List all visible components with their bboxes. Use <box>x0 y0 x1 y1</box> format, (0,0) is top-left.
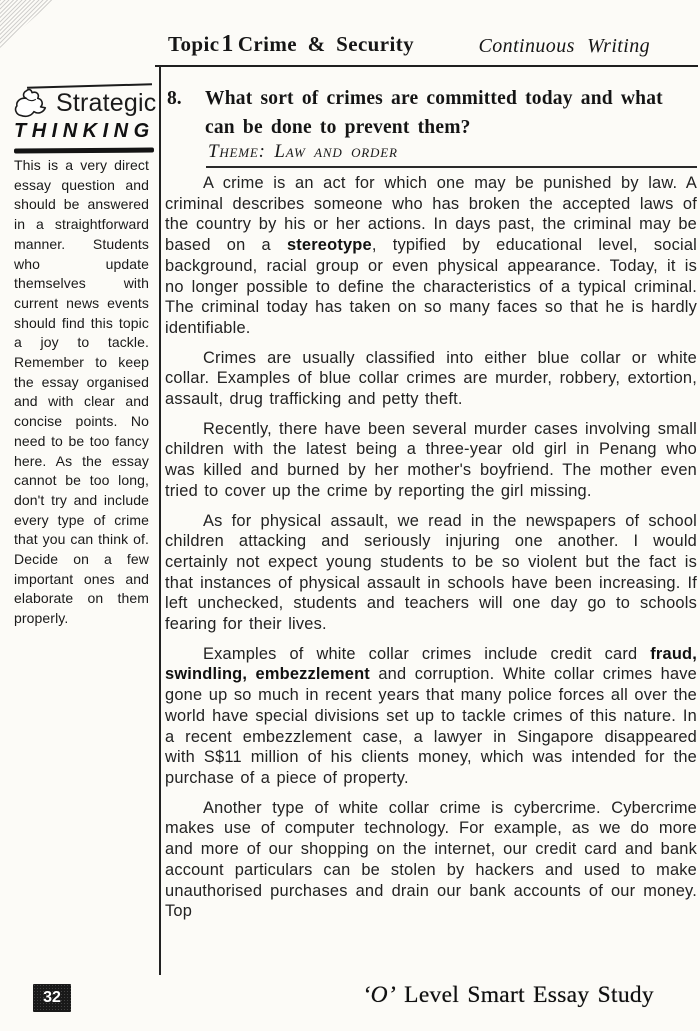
essay-paragraph: Recently, there have been several murder cases involving small children with the latest being a three-year old girl in Penang who was killed and burned by her mother's boyfriend. The mother even tried to cover up the crime by reporting the girl missing. <box>165 419 697 500</box>
theme-rule <box>206 166 697 168</box>
question-text: What sort of crimes are committed today and what can be done to prevent them? <box>205 88 663 138</box>
question-number: 8. <box>167 88 182 109</box>
topic-title: Crime & Security <box>237 32 415 56</box>
essay-question <box>167 84 695 142</box>
theme-line: Theme: Law and order <box>208 141 398 162</box>
book-title-rest: Level Smart Essay Study <box>395 982 654 1008</box>
scan-corner-artifact <box>0 0 54 48</box>
book-title-quote: ‘O’ <box>362 982 396 1008</box>
strategic-thinking-logo <box>12 78 157 158</box>
logo-word-strategic: Strategic <box>56 89 157 117</box>
topic-heading <box>168 31 414 58</box>
strategy-note: This is a very direct essay question and should be answered in a straightforward manner. Students who update themselves with current news events should find this topic a joy to tackle. Remember to keep the essay organised and with clear and concise points. No need to be too fancy here. As the essay cannot be too long, don't try and include every type of crime that you can think of. Decide on a few important ones and elaborate on them properly. <box>14 157 149 627</box>
essay-paragraph: As for physical assault, we read in the newspapers of school children attacking and seriously injuring one another. I would certainly not expect young students to be so violent but the fact is that instances of physical assault in schools have been increasing. If left unchecked, students and teachers will one day go to schools fearing for their lives. <box>165 511 697 634</box>
essay-paragraph: A crime is an act for which one may be punished by law. A criminal describes someone who has broken the accepted laws of the country by his or her actions. In days past, the criminal may be based on a stereotype, typified by educational level, social background, racial group or even physical appearance. Today, it is no longer possible to define the characteristics of a typical criminal. The criminal today has taken on so many faces so that he is hardly identifiable. <box>165 174 697 337</box>
topic-label: Topic <box>168 32 220 56</box>
section-heading: Continuous Writing <box>478 35 650 57</box>
column-divider <box>159 66 161 975</box>
logo-word-thinking: THINKING <box>14 120 155 142</box>
essay-paragraph: Another type of white collar crime is cybercrime. Cybercrime makes use of computer technology. For example, as we do more and more of our shopping on the internet, our credit card and bank account particulars can be stolen by hackers and used to make unauthorised purchases and drain our bank accounts of our money. Top <box>165 798 697 921</box>
essay-paragraph: Examples of white collar crimes include credit card fraud, swindling, embezzlement and corruption. White collar crimes have gone up so much in recent years that many police forces all over the world have special divisions set up to tackle crimes of this nature. In a recent embezzlement case, a lawyer in Singapore disappeared with S$11 million of his clients money, which was intended for the purchase of a piece of property. <box>165 644 697 787</box>
logo-underline <box>14 148 154 154</box>
essay-body <box>165 173 697 931</box>
essay-paragraph: Crimes are usually classified into either blue collar or white collar. Examples of blue collar crimes are murder, robbery, extortion, assault, drug trafficking and petty theft. <box>165 348 697 409</box>
page-number-badge: 32 <box>33 984 71 1012</box>
topic-number: 1 <box>221 31 234 57</box>
book-title <box>362 982 654 1009</box>
header-rule <box>155 65 698 67</box>
